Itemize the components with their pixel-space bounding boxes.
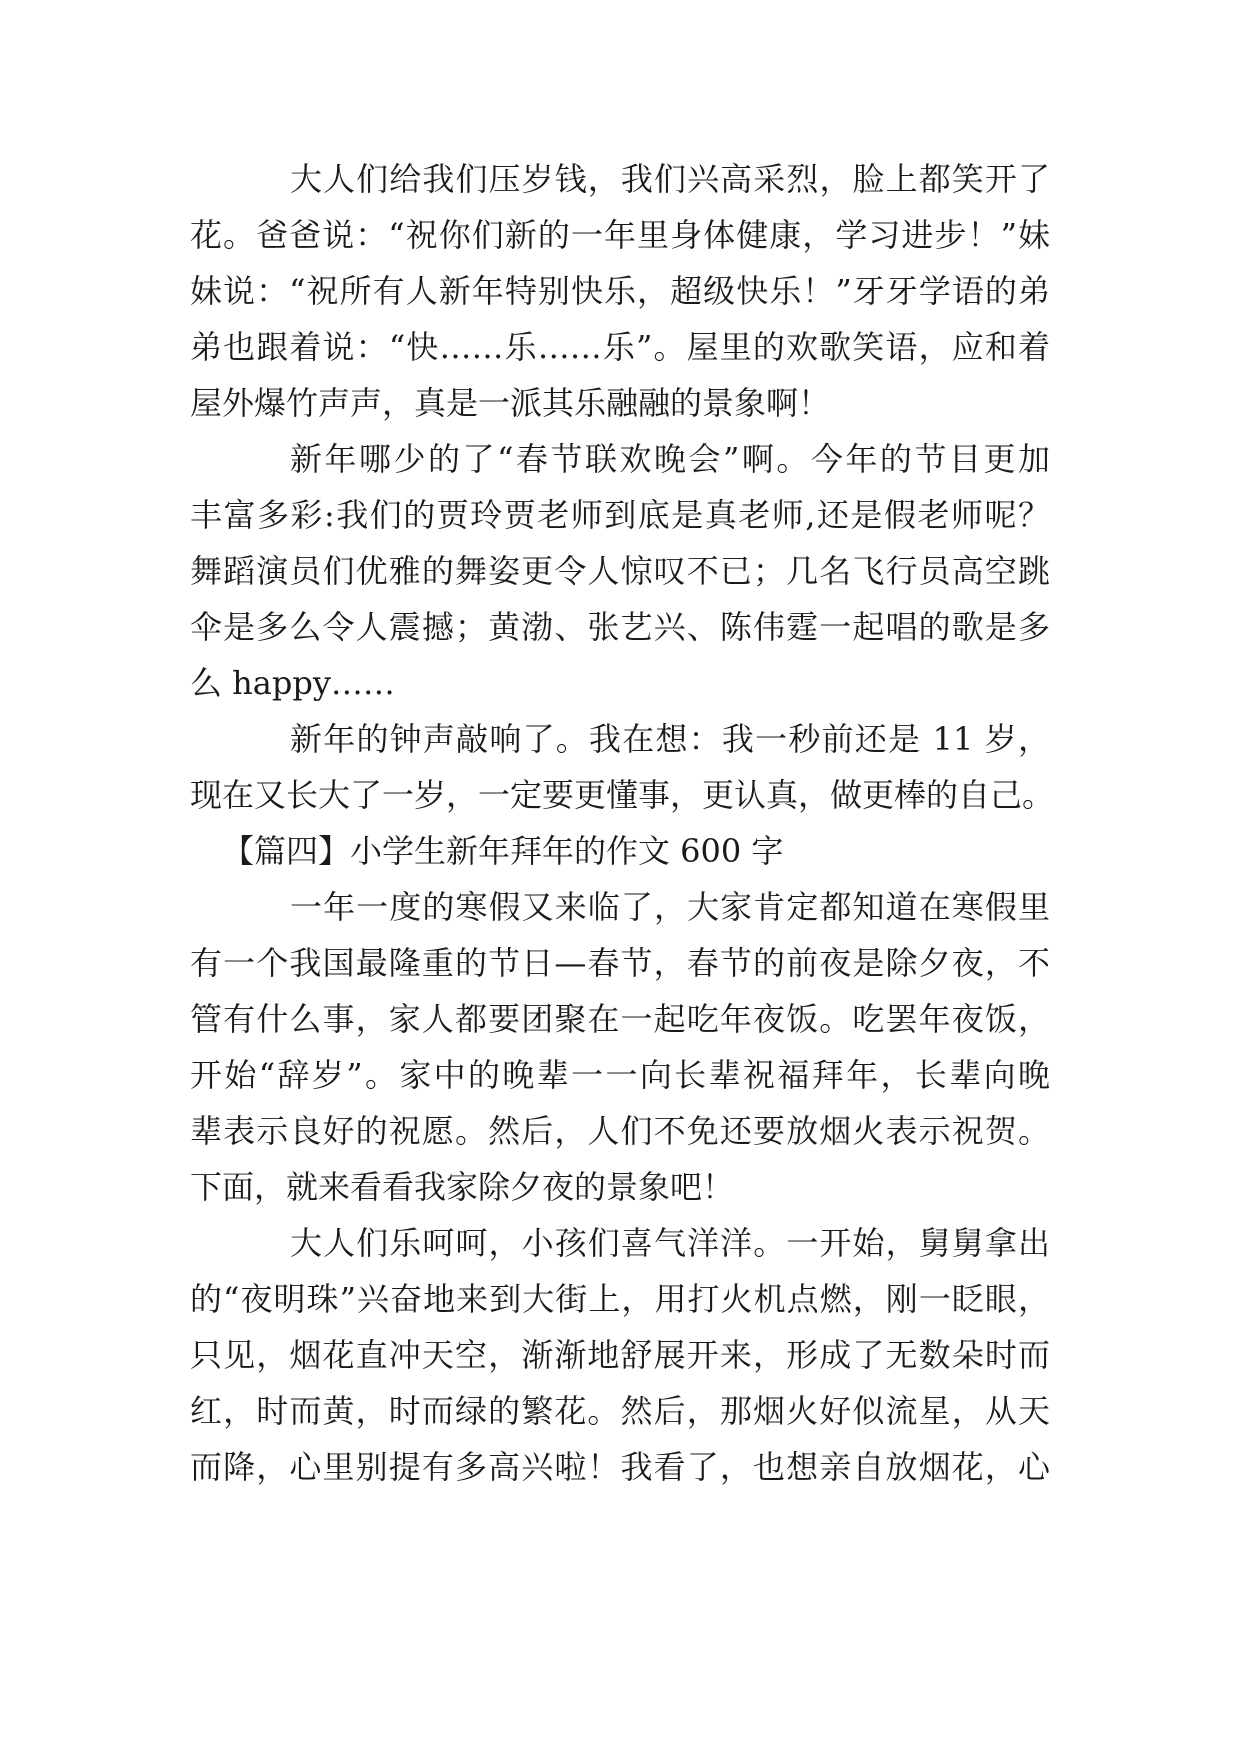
paragraph-line: 开始“辞岁”。家中的晚辈一一向长辈祝福拜年，长辈向晚 [190,1056,1050,1094]
paragraph-line: 而降，心里别提有多高兴啦！我看了，也想亲自放烟花，心 [190,1448,1050,1486]
paragraph-line: 妹说：“祝所有人新年特别快乐，超级快乐！”牙牙学语的弟 [190,272,1050,310]
paragraph-line: 的“夜明珠”兴奋地来到大街上，用打火机点燃，刚一眨眼， [190,1280,1050,1318]
paragraph-line: 下面，就来看看我家除夕夜的景象吧！ [190,1168,735,1206]
paragraph-line: 管有什么事，家人都要团聚在一起吃年夜饭。吃罢年夜饭， [190,1000,1050,1038]
paragraph-line: 大人们乐呵呵，小孩们喜气洋洋。一开始，舅舅拿出 [290,1224,1050,1262]
paragraph-line: 弟也跟着说：“快……乐……乐”。屋里的欢歌笑语，应和着 [190,328,1050,366]
section-heading: 【篇四】小学生新年拜年的作文 600 字 [222,832,784,870]
paragraph-line: 屋外爆竹声声，真是一派其乐融融的景象啊！ [190,384,831,422]
paragraph-line: 舞蹈演员们优雅的舞姿更令人惊叹不已；几名飞行员高空跳 [190,552,1050,590]
paragraph-line: 现在又长大了一岁，一定要更懂事，更认真，做更棒的自己。 [190,776,1055,814]
paragraph-line: 新年的钟声敲响了。我在想：我一秒前还是 11 岁， [290,720,1050,758]
paragraph-line: 大人们给我们压岁钱，我们兴高采烈，脸上都笑开了 [290,160,1050,198]
paragraph-line: 只见，烟花直冲天空，渐渐地舒展开来，形成了无数朵时而 [190,1336,1050,1374]
paragraph-line: 丰富多彩:我们的贾玲贾老师到底是真老师,还是假老师呢？ [190,496,1050,534]
paragraph-line: 花。爸爸说：“祝你们新的一年里身体健康，学习进步！”妹 [190,216,1050,254]
paragraph-line: 辈表示良好的祝愿。然后，人们不免还要放烟火表示祝贺。 [190,1112,1050,1150]
paragraph-line: 有一个我国最隆重的节日—春节，春节的前夜是除夕夜，不 [190,944,1050,982]
paragraph-line: 一年一度的寒假又来临了，大家肯定都知道在寒假里 [290,888,1050,926]
paragraph-line: 新年哪少的了“春节联欢晚会”啊。今年的节目更加 [290,440,1050,478]
paragraph-line: 么 happy…… [190,664,395,702]
paragraph-line: 红，时而黄，时而绿的繁花。然后，那烟火好似流星，从天 [190,1392,1050,1430]
paragraph-line: 伞是多么令人震撼；黄渤、张艺兴、陈伟霆一起唱的歌是多 [190,608,1050,646]
